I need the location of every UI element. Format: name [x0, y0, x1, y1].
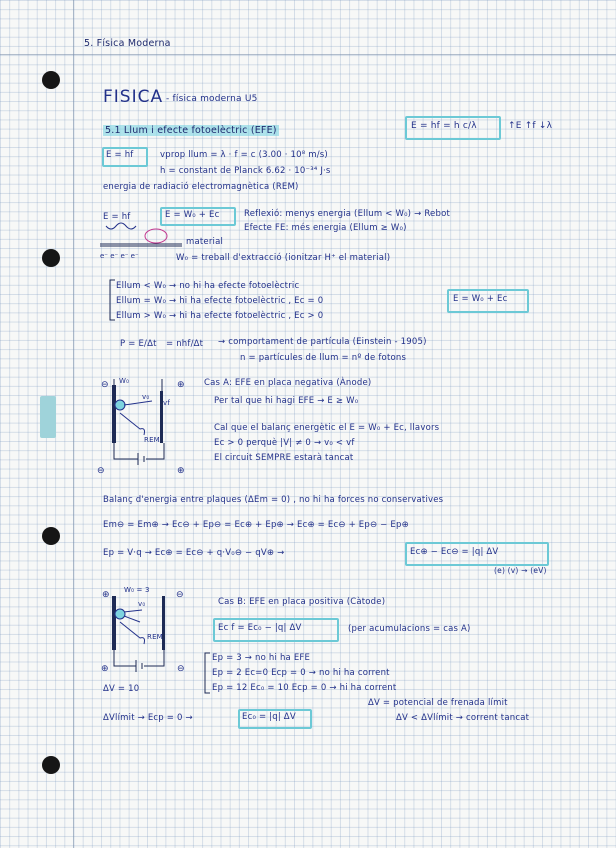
- case-a-rem: REM: [144, 436, 160, 444]
- case-b-row-2: Ep = 2 Ec=0 Ecp = 0 → no hi ha corrent: [212, 668, 390, 678]
- case-b-minus-bottom: ⊖: [177, 664, 185, 674]
- page-title: FISICA: [103, 87, 164, 107]
- header-line: [0, 54, 616, 55]
- case-a-vf: vf: [163, 399, 171, 407]
- case-b-row-3: Ep = 12 Ec₀ = 10 Ecp = 0 → hi ha corrent: [212, 683, 397, 693]
- case-b-dv-def: ΔV = potencial de frenada límit: [368, 698, 508, 708]
- case-b-plus-bottom: ⊕: [101, 664, 109, 674]
- case-b-v0: v₀: [138, 600, 146, 608]
- balance-title: Balanç d'energia entre plaques (ΔEm = 0) , no hi ha forces no conservatives: [103, 495, 444, 505]
- balance-box-formula: Ec⊕ − Ec⊖ = |q| ΔV: [410, 547, 499, 557]
- case-a-line-3: Ec > 0 perquè |V| ≠ 0 → v₀ < vf: [214, 438, 355, 448]
- section-heading: 5.1 Llum i efecte fotoelèctric (EFE): [105, 125, 277, 136]
- condition-3: Ellum > W₀ → hi ha efecte fotoelèctric , Ec > 0: [116, 311, 324, 321]
- case-b-note: (per acumulacions = cas A): [348, 624, 471, 634]
- photon-note: n = partícules de llum = nº de fotons: [240, 353, 407, 363]
- binder-hole: [42, 71, 60, 89]
- power-formula-b: = nhf/Δt: [166, 339, 204, 349]
- svg-text:e⁻ e⁻ e⁻ e⁻: e⁻ e⁻ e⁻ e⁻: [100, 252, 139, 260]
- binder-hole: [42, 527, 60, 545]
- color-tab: [40, 396, 56, 438]
- w0-definition: W₀ = treball d'extracció (ionitzar H⁺ el material): [176, 253, 391, 263]
- case-a-line-4: El circuit SEMPRE estarà tancat: [214, 453, 354, 463]
- condition-1: Ellum < W₀ → no hi ha efecte fotoelèctric: [116, 281, 300, 291]
- chain-b: E = W₀ + Ec: [165, 210, 220, 220]
- case-a-title: Cas A: EFE en placa negativa (Ànode): [204, 378, 372, 388]
- proportion-arrows: ↑E ↑f ↓λ: [508, 121, 553, 131]
- planck-line: h = constant de Planck 6.62 · 10⁻³⁴ J·s: [160, 166, 331, 176]
- case-b-w0: W₀ = 3: [124, 586, 150, 594]
- case-a-v0: v₀: [142, 393, 150, 401]
- case-b-box-formula: Ec f = Ec₀ − |q| ΔV: [218, 623, 302, 633]
- case-b-minus-top: ⊖: [176, 590, 184, 600]
- case-a-line-1: Per tal que hi hagi EFE → E ≥ W₀: [214, 396, 359, 406]
- binder-hole: [42, 756, 60, 774]
- balance-eq-2: Ep = V·q → Ec⊕ = Ec⊖ + q·V₀⊖ − qV⊕ →: [103, 548, 285, 558]
- case-a-plus-top: ⊕: [177, 380, 185, 390]
- case-b-rem: REM: [147, 633, 163, 641]
- margin-line: [73, 0, 74, 848]
- material-label: material: [186, 237, 224, 247]
- section-tab-label: 5. Física Moderna: [84, 38, 171, 49]
- balance-units: (e) (v) → (eV): [494, 566, 547, 575]
- case-b-limit-line: ΔVlímit → Ecp = 0 →: [103, 713, 193, 723]
- case-b-bracket: [203, 652, 211, 694]
- efecte-fe-line: Efecte FE: més energia (Ellum ≥ W₀): [244, 223, 407, 233]
- power-note: → comportament de partícula (Einstein - 1905): [218, 337, 427, 347]
- rem-line: energia de radiació electromagnètica (REM): [103, 182, 299, 192]
- condition-formula: E = W₀ + Ec: [453, 294, 508, 304]
- case-a-plus-bottom: ⊕: [177, 466, 185, 476]
- case-b-limit-formula: Ec₀ = |q| ΔV: [242, 712, 296, 722]
- energy-formula: E = hf = h c/λ: [411, 121, 477, 131]
- case-b-dv-label: ΔV = 10: [103, 684, 140, 694]
- page-subtitle: - física moderna U5: [166, 94, 258, 104]
- case-b-title: Cas B: EFE en placa positiva (Càtode): [218, 597, 386, 607]
- ehf-formula: E = hf: [106, 150, 134, 160]
- reflexio-line: Reflexió: menys energia (Ellum < W₀) → Rebot: [244, 209, 451, 219]
- balance-eq-1: Em⊖ = Em⊕ → Ec⊖ + Ep⊖ = Ec⊕ + Ep⊕ → Ec⊕ = Ec⊖ + Ep⊖ − Ep⊕: [103, 520, 409, 530]
- chain-a: E = hf: [103, 212, 131, 222]
- case-b-plus-top: ⊕: [102, 590, 110, 600]
- case-b-row-1: Ep = 3 → no hi ha EFE: [212, 653, 311, 663]
- case-a-minus-bottom: ⊖: [97, 466, 105, 476]
- case-b-dv-lim: ΔV < ΔVlímit → corrent tancat: [396, 713, 530, 723]
- case-a-w0: W₀: [119, 377, 130, 385]
- case-a-line-2: Cal que el balanç energètic el E = W₀ + Ec, llavors: [214, 423, 440, 433]
- power-formula-a: P = E/Δt: [120, 339, 157, 349]
- condition-bracket: [108, 279, 116, 321]
- binder-hole: [42, 249, 60, 267]
- condition-2: Ellum = W₀ → hi ha efecte fotoelèctric , Ec = 0: [116, 296, 324, 306]
- speed-line: vprop llum = λ · f = c (3.00 · 10⁸ m/s): [160, 150, 328, 160]
- case-a-minus-top: ⊖: [101, 380, 109, 390]
